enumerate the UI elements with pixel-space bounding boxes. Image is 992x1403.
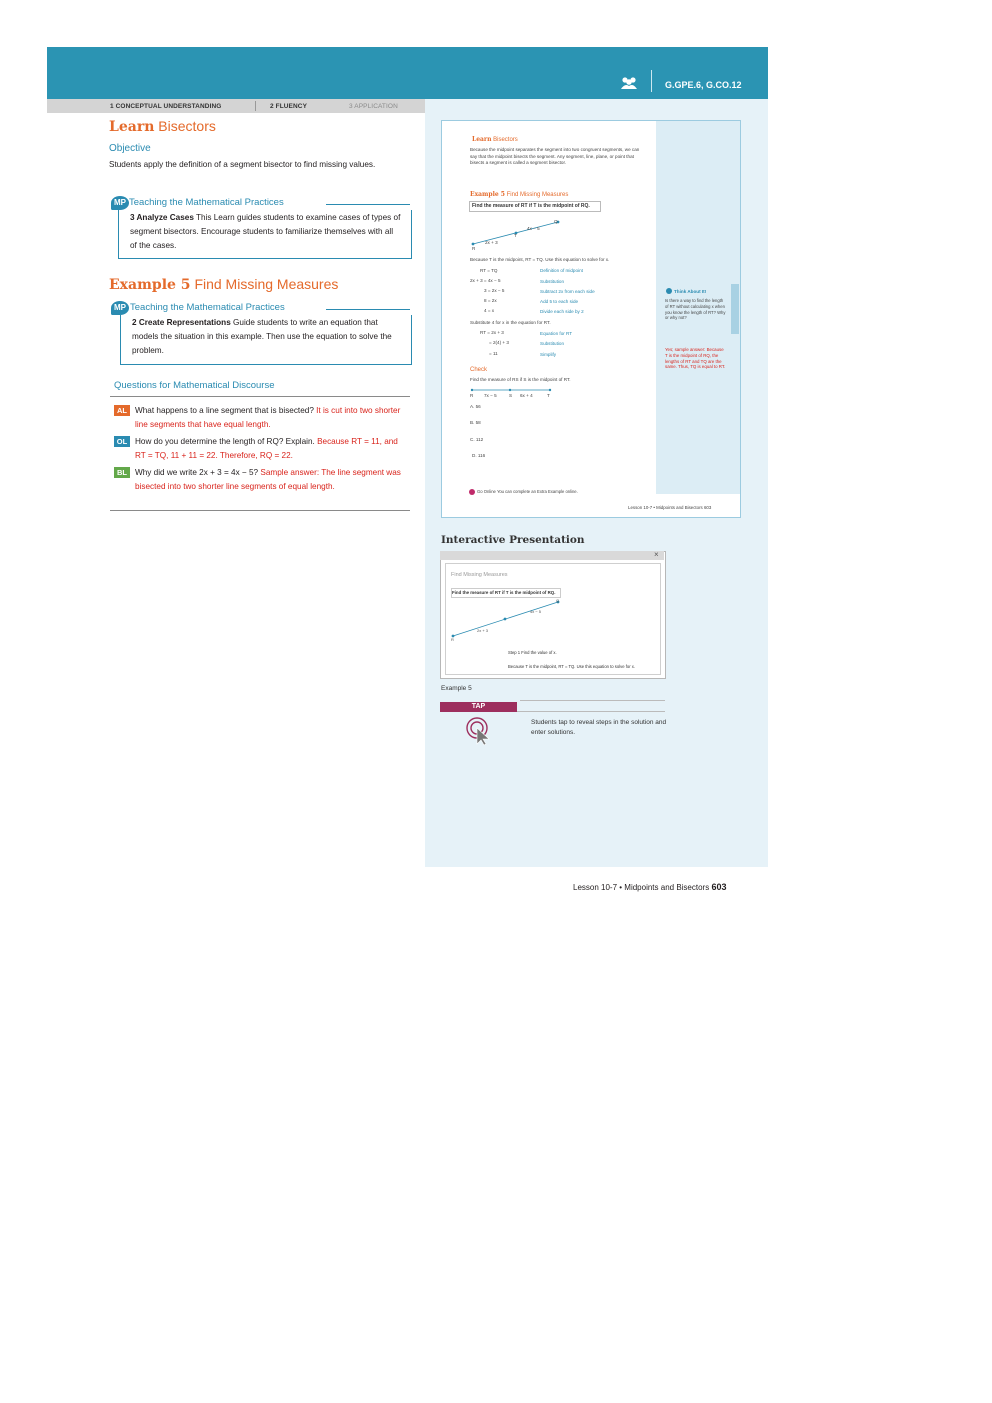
step-why: Divide each side by 2 <box>540 309 584 314</box>
think-text: Is there a way to find the length of RT without calculating x when you know the length of RT? Why or why not? <box>665 298 726 321</box>
example5-heading <box>109 276 338 293</box>
bl-badge: BL <box>114 467 130 478</box>
ip-label-right: 4x − 5 <box>530 609 542 614</box>
discourse-bottom-rule <box>110 510 410 511</box>
ip-screen-title: Find Missing Measures <box>451 572 508 578</box>
check-label-r: R <box>470 393 474 398</box>
example-caption: Example 5 <box>441 685 472 692</box>
answer-text: It is cut into two shorter line segments that have equal length. <box>135 406 401 429</box>
mini-substitute: Substitute 4 for x in the equation for RT. <box>470 320 551 325</box>
mp-title: Teaching the Mathematical Practices <box>129 197 284 208</box>
mp-lead: 3 Analyze Cases <box>130 213 194 222</box>
mini-segment-diagram <box>468 214 568 256</box>
learn-title: Bisectors <box>158 118 216 134</box>
mp-body: This Learn guides students to examine cases of types of segment bisectors. Encourage students to familiarize themselves with all of the cases. <box>130 213 401 250</box>
header-separator <box>651 70 652 92</box>
think-answer: Yes; sample answer: Because T is the midpoint of RQ, the lengths of RT and TQ are the same. Thus, TQ is equal to RT. <box>665 347 726 370</box>
step-eq: 8 = 2x <box>484 298 497 303</box>
mini-ex-title: Find Missing Measures <box>506 192 569 198</box>
page-number: 603 <box>711 882 727 892</box>
point-r <box>472 243 475 246</box>
answer-text: Sample answer: The line segment was bisected into two shorter line segments of equal length. <box>135 468 401 491</box>
step-eq: 3 = 2x − 5 <box>484 288 505 293</box>
example5-title: Find Missing Measures <box>194 276 339 292</box>
label-right-expr: 4x − 5 <box>527 226 540 231</box>
header-band <box>47 47 768 99</box>
choice[interactable]: D. 116 <box>472 453 486 458</box>
check-label-s: S <box>509 393 513 398</box>
close-icon[interactable]: × <box>654 550 659 559</box>
step-why: Simplify <box>540 352 557 357</box>
choice[interactable]: C. 112 <box>470 437 484 442</box>
footer-title: Midpoints and Bisectors <box>624 883 710 892</box>
question-al <box>135 404 405 432</box>
example5-keyword: Example 5 <box>109 277 191 293</box>
think-title: Think About It! <box>674 289 707 294</box>
ip-step: Step 1 Find the value of x. <box>508 650 557 655</box>
level-divider <box>255 101 256 111</box>
interactive-topbar <box>440 551 664 560</box>
standards-label: G.GPE.6, G.CO.12 <box>665 80 742 90</box>
choice[interactable]: A. 56 <box>470 404 481 409</box>
step-why: Equation for RT <box>540 331 573 336</box>
ip-segment-diagram <box>450 598 565 643</box>
question-text: Why did we write 2x + 3 = 4x − 5? <box>135 468 261 477</box>
step-why: Substitution <box>540 341 565 346</box>
mini-learn-title: Bisectors <box>493 137 518 143</box>
page-footer: Lesson 10-7 • Midpoints and Bisectors 603 <box>573 882 727 892</box>
point-s <box>509 389 511 391</box>
question-text: What happens to a line segment that is bisected? <box>135 406 317 415</box>
objective-text: Students apply the definition of a segment bisector to find missing values. <box>109 160 376 169</box>
mini-check-prompt: Find the measure of RS if S is the midpoint of RT. <box>470 377 571 382</box>
step-why: Substitution <box>540 279 565 284</box>
check-label-t: T <box>547 393 550 398</box>
step-why: Add 5 to each side <box>540 299 579 304</box>
step-why: Subtract 2x from each side <box>540 289 595 294</box>
al-badge: AL <box>114 405 130 416</box>
mini-go-online: Go Online You can complete an Extra Example online. <box>477 489 578 494</box>
mini-footer: Lesson 10-7 • Midpoints and Bisectors 603 <box>628 505 712 510</box>
tap-rule <box>517 711 665 712</box>
mini-learn-heading <box>472 136 518 143</box>
mp-title: Teaching the Mathematical Practices <box>130 302 285 313</box>
interactive-title: Interactive Presentation <box>441 534 585 546</box>
step-eq: = 11 <box>489 351 498 356</box>
go-online-icon <box>469 489 475 495</box>
step-eq: = 2(4) + 3 <box>489 340 509 345</box>
ol-badge: OL <box>114 436 130 447</box>
learn-keyword: Learn <box>109 119 155 135</box>
question-bl <box>135 466 405 494</box>
step-eq: 2x + 3 = 4x − 5 <box>470 278 501 283</box>
footer-lesson: Lesson 10-7 <box>573 883 618 892</box>
level-conceptual: 1 CONCEPTUAL UNDERSTANDING <box>110 103 222 110</box>
mini-ex-keyword: Example 5 <box>470 191 505 198</box>
discourse-rule <box>110 396 410 397</box>
mp-text <box>130 211 402 253</box>
ip-label-left: 2x + 3 <box>477 628 489 633</box>
learn-heading <box>109 118 216 135</box>
point-r <box>471 389 473 391</box>
mp-text <box>132 316 406 358</box>
ip-label-q: Q <box>556 598 560 603</box>
ip-label-r: R <box>451 637 454 642</box>
choice[interactable]: B. 58 <box>470 420 481 425</box>
mini-prompt: Find the measure of RT if T is the midpoint of RQ. <box>472 203 590 209</box>
tap-hand-icon <box>465 716 493 746</box>
discourse-title: Questions for Mathematical Discourse <box>114 380 275 391</box>
ip-because: Because T is the midpoint, RT = TQ. Use this equation to solve for x. <box>508 664 636 669</box>
question-ol <box>135 435 405 463</box>
label-q: Q <box>554 219 558 224</box>
answer-text: Because RT = 11, and RT = TQ, 11 + 11 = 22. Therefore, RQ = 22. <box>135 437 398 460</box>
mini-check-title: Check <box>470 367 488 373</box>
objective-title: Objective <box>109 143 151 154</box>
mp-lead: 2 Create Representations <box>132 318 231 327</box>
mini-example-heading <box>470 191 568 198</box>
mp-body: Guide students to write an equation that models the situation in this example. Then use the equation to solve the problem. <box>132 318 392 355</box>
tap-badge: TAP <box>440 702 517 712</box>
label-r: R <box>472 246 476 251</box>
mini-because: Because T is the midpoint, RT = TQ. Use this equation to solve for x. <box>470 257 610 262</box>
mp-rule <box>326 309 410 310</box>
mini-intro: Because the midpoint separates the segment into two congruent segments, we can say that the midpoint bisects the segment. Any segment, line, plane, or point that bisects a segment is called a segment bisector. <box>470 147 640 165</box>
label-left-expr: 2x + 3 <box>485 240 498 245</box>
step-why: Definition of midpoint <box>540 268 583 273</box>
step-eq: RT = 2x + 3 <box>480 330 504 335</box>
ip-point-t <box>504 618 507 621</box>
student-page-scrollbar[interactable] <box>731 284 739 334</box>
level-fluency: 2 FLUENCY <box>270 103 308 110</box>
mp-badge-icon: MP <box>111 196 129 210</box>
tap-description: Students tap to reveal steps in the solution and enter solutions. <box>531 719 667 736</box>
mp-badge-icon: MP <box>111 301 129 315</box>
think-icon <box>666 288 672 294</box>
caption-rule <box>520 700 665 701</box>
point-t <box>549 389 551 391</box>
mp-rule <box>326 204 410 205</box>
label-t: T <box>514 233 517 238</box>
question-text: How do you determine the length of RQ? Explain. <box>135 437 318 446</box>
check-label-right: 6x + 4 <box>520 393 533 398</box>
check-label-left: 7x − 5 <box>484 393 497 398</box>
step-eq: 4 = x <box>484 308 495 313</box>
step-eq: RT = TQ <box>480 268 498 273</box>
ip-prompt: Find the measure of RT if T is the midpoint of RQ. <box>452 590 556 595</box>
level-application: 3 APPLICATION <box>349 103 398 110</box>
mini-learn-keyword: Learn <box>472 136 492 143</box>
group-icon <box>620 76 638 90</box>
